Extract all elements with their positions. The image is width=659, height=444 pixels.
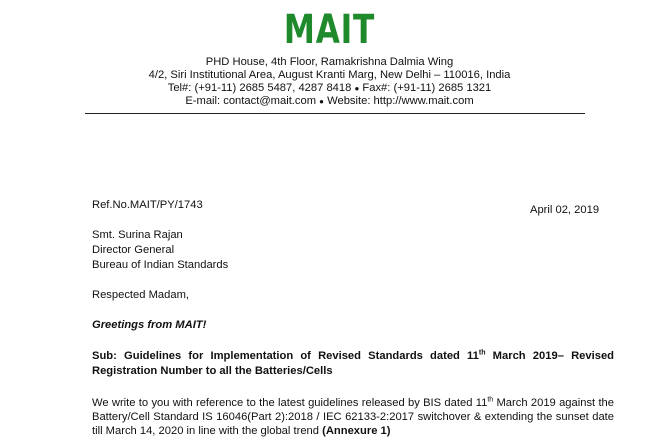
- fax-number: Fax#: (+91-11) 2685 1321: [362, 82, 492, 94]
- greeting: Greetings from MAIT!: [92, 319, 207, 331]
- paragraph-line-1: [92, 396, 614, 410]
- subject-line-1: [92, 349, 614, 363]
- address-line-2: 4/2, Siri Institutional Area, August Kranti Marg, New Delhi – 110016, India: [148, 69, 511, 81]
- email-address: E-mail: contact@mait.com: [185, 95, 317, 107]
- bullet-separator: ●: [319, 97, 325, 106]
- recipient-organization: Bureau of Indian Standards: [92, 259, 229, 271]
- header-divider: [85, 113, 585, 114]
- paragraph-line-2: Battery/Cell Standard IS 16046(Part 2):2018 / IEC 62133-2:2017 switchover & extending the sunset date: [92, 411, 614, 423]
- contact-phone-line: [0, 82, 659, 95]
- mait-logo: MAIT: [283, 7, 376, 53]
- recipient-title: Director General: [92, 244, 175, 256]
- paragraph-superscript: th: [487, 396, 494, 404]
- recipient-name: Smt. Surina Rajan: [92, 229, 183, 241]
- tel-number: Tel#: (+91-11) 2685 5487, 4287 8418: [167, 82, 352, 94]
- paragraph-text-a: We write to you with reference to the latest guidelines released by BIS dated 11: [92, 397, 488, 409]
- reference-number: Ref.No.MAIT/PY/1743: [92, 199, 203, 211]
- annexure-reference: (Annexure 1): [322, 425, 391, 437]
- subject-text-b: March 2019– Revised: [485, 350, 614, 362]
- letter-date: April 02, 2019: [530, 204, 600, 216]
- paragraph-text-b: March 2019 against the: [493, 397, 614, 409]
- subject-superscript: th: [478, 349, 486, 357]
- paragraph-text-c: till March 14, 2020 in line with the global trend: [92, 425, 323, 437]
- subject-text-a: Sub: Guidelines for Implementation of Revised Standards dated 11: [92, 350, 479, 362]
- subject-line-2: Registration Number to all the Batteries/Cells: [92, 365, 333, 377]
- address-line-1: PHD House, 4th Floor, Ramakrishna Dalmia Wing: [205, 56, 454, 68]
- bullet-separator: ●: [354, 84, 360, 93]
- contact-web-line: [0, 95, 659, 108]
- salutation: Respected Madam,: [92, 289, 190, 301]
- website-url: Website: http://www.mait.com: [327, 95, 474, 107]
- paragraph-line-3: [92, 424, 391, 438]
